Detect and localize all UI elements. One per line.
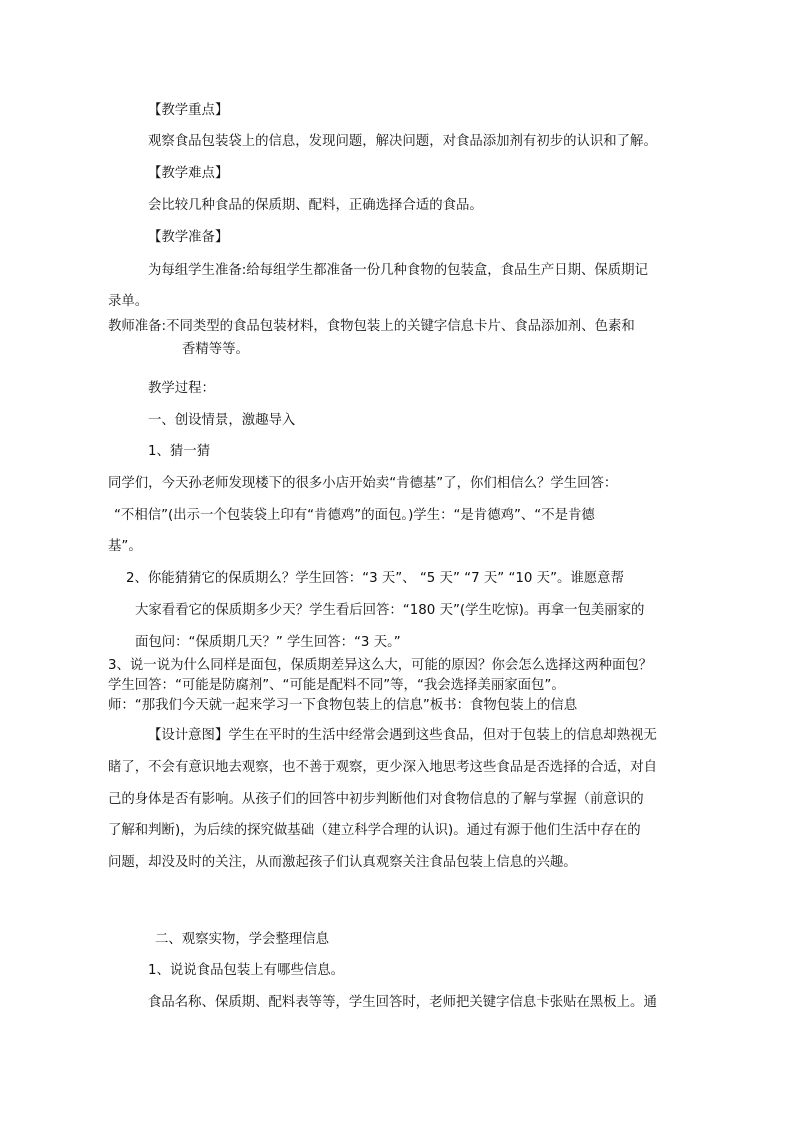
heading-teaching-process: 教学过程： bbox=[148, 381, 215, 396]
paragraph-line: 了解和判断)，为后续的探究做基础（建立科学合理的认识)。通过有源于他们生活中存在的 bbox=[108, 823, 641, 838]
paragraph-line: 3、说一说为什么同样是面包，保质期差异这么大，可能的原因？你会怎么选择这两种面包？ bbox=[108, 658, 653, 673]
paragraph-line: 师：“那我们今天就一起来学习一下食物包装上的信息”板书：食物包装上的信息 bbox=[108, 698, 578, 713]
subsection-heading: 1、说说食品包装上有哪些信息。 bbox=[148, 963, 344, 978]
paragraph-line: “不相信”(出示一个包装袋上印有“肯德鸡”的面包。)学生：“是肯德鸡”、“不是肯德 bbox=[114, 508, 595, 523]
paragraph-line: 为每组学生准备:给每组学生都准备一份几种食物的包装盒，食品生产日期、保质期记 bbox=[148, 263, 648, 278]
paragraph-line: 大家看看它的保质期多少天？学生看后回答：“180 天”(学生吃惊)。再拿一包美丽家的 bbox=[135, 603, 645, 618]
paragraph-line: 录单。 bbox=[108, 294, 149, 309]
paragraph-line: 睹了，不会有意识地去观察，也不善于观察，更少深入地思考这些食品是否选择的合适，对自 bbox=[108, 760, 658, 775]
paragraph-line: 2、你能猜猜它的保质期么？学生回答：“3 天”、 “5 天” “7 天” “10 天”。谁愿意帮 bbox=[126, 571, 624, 586]
paragraph-line: 教师准备:不同类型的食品包装材料，食物包装上的关键字信息卡片、食品添加剂、色素和 bbox=[108, 319, 635, 334]
paragraph-line: 同学们，今天孙老师发现楼下的很多小店开始卖“肯德基”了，你们相信么？学生回答： bbox=[108, 476, 618, 491]
heading-teaching-difficulty: 【教学难点】 bbox=[148, 166, 229, 181]
section-heading: 一、创设情景，激趣导入 bbox=[148, 413, 296, 428]
paragraph-line: 食品名称、保质期、配料表等等，学生回答时，老师把关键字信息卡张贴在黑板上。通 bbox=[148, 995, 657, 1010]
paragraph-line: 面包问：“保质期几天？” 学生回答：“3 天。” bbox=[135, 635, 401, 650]
heading-teaching-focus: 【教学重点】 bbox=[148, 103, 229, 118]
paragraph-line: 学生回答：“可能是防腐剂”、“可能是配料不同”等，“我会选择美丽家面包”。 bbox=[108, 678, 565, 693]
paragraph-line: 己的身体是否有影响。从孩子们的回答中初步判断他们对食物信息的了解与掌握（前意识的 bbox=[108, 792, 644, 807]
paragraph-line: 基”。 bbox=[108, 539, 142, 554]
paragraph-line: 香精等等。 bbox=[182, 342, 249, 357]
section-heading: 二、观察实物，学会整理信息 bbox=[155, 932, 330, 947]
paragraph-line: 问题，却没及时的关注，从而激起孩子们认真观察关注食品包装上信息的兴趣。 bbox=[108, 855, 577, 870]
paragraph-line: 观察食品包装袋上的信息，发现问题，解决问题，对食品添加剂有初步的认识和了解。 bbox=[148, 134, 657, 149]
paragraph-line: 会比较几种食品的保质期、配料，正确选择合适的食品。 bbox=[148, 198, 483, 213]
subsection-heading: 1、猜一猜 bbox=[148, 444, 211, 459]
paragraph-line: 【设计意图】学生在平时的生活中经常会遇到这些食品，但对于包装上的信息却熟视无 bbox=[148, 728, 657, 743]
heading-teaching-preparation: 【教学准备】 bbox=[148, 230, 229, 245]
